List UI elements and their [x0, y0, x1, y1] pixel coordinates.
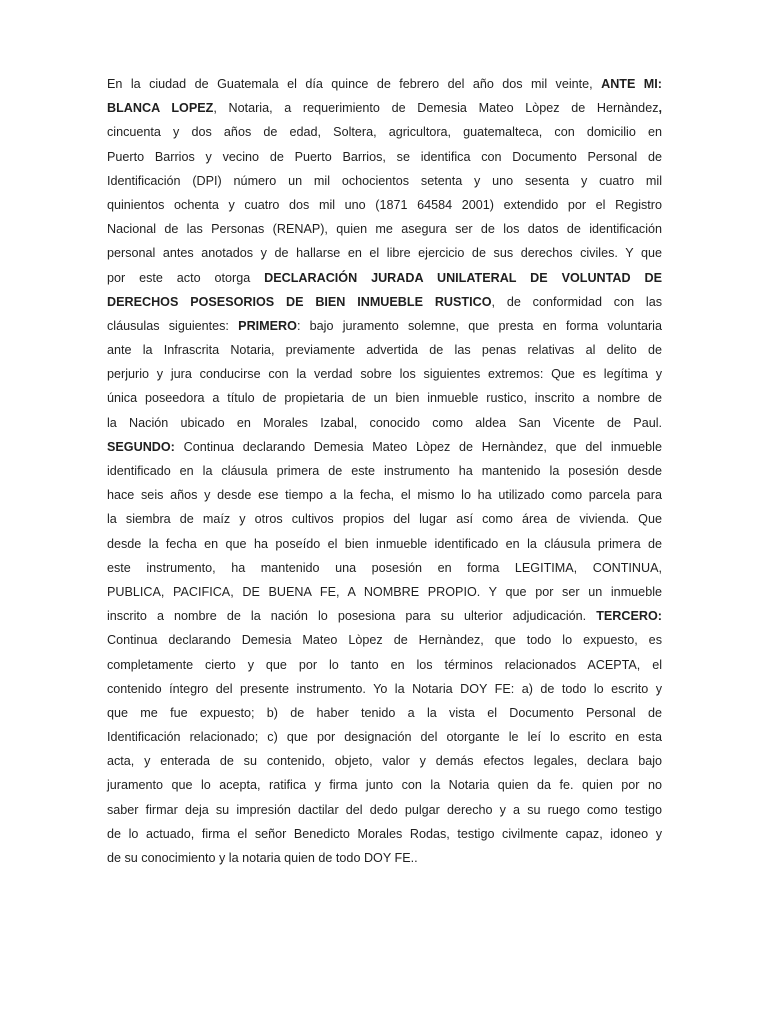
document-line: [107, 701, 662, 725]
document-line: [107, 338, 662, 362]
body-text: , de conformidad con las: [491, 294, 663, 309]
bold-text: PRIMERO: [238, 318, 297, 333]
body-text: Continua declarando Demesia Mateo Lòpez de Hernàndez, que del inmueble: [174, 439, 662, 454]
document-line: [107, 386, 662, 410]
body-text: personal antes anotados y de hallarse en el libre ejercicio de sus derechos civiles. Y que: [107, 246, 662, 261]
body-text: inscrito a nombre de la nación lo posesiona para su ulterior adjudicación.: [107, 609, 597, 624]
body-text: hace seis años y desde ese tiempo a la fecha, el mismo lo ha utilizado como parcela para: [107, 488, 662, 503]
document-line: [107, 169, 662, 193]
document-line: [107, 628, 662, 652]
body-text: Puerto Barrios y vecino de Puerto Barrios, se identifica con Documento Personal de: [107, 149, 662, 164]
body-text: Continua declarando Demesia Mateo Lòpez de Hernàndez, que todo lo expuesto, es: [107, 633, 662, 648]
document-line: [107, 532, 662, 556]
document-line: [107, 725, 662, 749]
body-text: juramento que lo acepta, ratifica y firma junto con la Notaria quien da fe. quien por no: [107, 778, 662, 793]
body-text: cláusulas siguientes:: [107, 318, 239, 333]
document-line: [107, 120, 662, 144]
body-text: saber firmar deja su impresión dactilar del dedo pulgar derecho y a su ruego como testigo: [107, 802, 662, 817]
body-text: contenido íntegro del presente instrumento. Yo la Notaria DOY FE: a) de todo lo escrito y: [107, 681, 662, 696]
body-text: Identificación relacionado; c) que por designación del otorgante le leí lo escrito en esta: [107, 730, 662, 745]
document-line: [107, 846, 662, 870]
document-line: [107, 798, 662, 822]
body-text: , Notaria, a requerimiento de Demesia Mateo Lòpez de Hernàndez: [213, 101, 659, 116]
document-line: [107, 580, 662, 604]
document-line: [107, 96, 662, 120]
document-line: [107, 773, 662, 797]
body-text: la siembra de maíz y otros cultivos propios del lugar así como área de vivienda. Que: [107, 512, 662, 527]
body-text: de lo actuado, firma el señor Benedicto Morales Rodas, testigo civilmente capaz, idoneo y: [107, 826, 662, 841]
body-text: : bajo juramento solemne, que presta en forma voluntaria: [296, 318, 662, 333]
body-text: PUBLICA, PACIFICA, DE BUENA FE, A NOMBRE PROPIO. Y que por ser un inmueble: [107, 584, 662, 599]
body-text: por este acto otorga: [107, 270, 265, 285]
body-text: cincuenta y dos años de edad, Soltera, agricultora, guatemalteca, con domicilio en: [107, 125, 662, 140]
document-line: [107, 677, 662, 701]
document-line: [107, 822, 662, 846]
body-text: que me fue expuesto; b) de haber tenido a la vista el Documento Personal de: [107, 705, 662, 720]
body-text: este instrumento, ha mantenido una posesión en forma LEGITIMA, CONTINUA,: [107, 560, 662, 575]
body-text: Identificación (DPI) número un mil ochocientos setenta y uno sesenta y cuatro mil: [107, 173, 662, 188]
document-line: [107, 362, 662, 386]
body-text: perjurio y jura conducirse con la verdad sobre los siguientes extremos: Que es legítima y: [107, 367, 662, 382]
document-line: [107, 72, 662, 96]
document-body: [107, 72, 662, 870]
body-text: acta, y enterada de su contenido, objeto, valor y demás efectos legales, declara bajo: [107, 754, 662, 769]
body-text: quinientos ochenta y cuatro dos mil uno (1871 64584 2001) extendido por el Registro: [107, 197, 662, 212]
body-text: En la ciudad de Guatemala el día quince de febrero del año dos mil veinte,: [107, 77, 602, 91]
document-line: [107, 193, 662, 217]
document-line: [107, 145, 662, 169]
document-line: [107, 556, 662, 580]
body-text: de su conocimiento y la notaria quien de todo DOY FE..: [107, 851, 418, 865]
document-line: [107, 749, 662, 773]
bold-text: TERCERO:: [596, 609, 662, 624]
body-text: la Nación ubicado en Morales Izabal, conocido como aldea San Vicente de Paul.: [107, 415, 662, 430]
document-line: [107, 290, 662, 314]
document-line: [107, 266, 662, 290]
bold-text: DECLARACIÓN JURADA UNILATERAL DE VOLUNTAD DE: [264, 270, 662, 285]
bold-text: DERECHOS POSESORIOS DE BIEN INMUEBLE RUSTICO: [107, 294, 492, 309]
bold-text: SEGUNDO:: [107, 439, 175, 454]
body-text: identificado en la cláusula primera de este instrumento ha mantenido la posesión desde: [107, 464, 662, 478]
body-text: Nacional de las Personas (RENAP), quien me asegura ser de los datos de identificación: [107, 222, 662, 237]
document-line: [107, 459, 662, 483]
document-line: [107, 604, 662, 628]
document-line: [107, 241, 662, 265]
document-line: [107, 217, 662, 241]
body-text: única poseedora a título de propietaria de un bien inmueble rustico, inscrito a nombre de: [107, 391, 662, 406]
bold-text: ANTE MI:: [601, 77, 662, 91]
bold-text: ,: [658, 101, 662, 116]
document-line: [107, 653, 662, 677]
document-line: [107, 435, 662, 459]
document-line: [107, 507, 662, 531]
bold-text: BLANCA LOPEZ: [107, 101, 214, 116]
body-text: desde la fecha en que ha poseído el bien inmueble identificado en la cláusula primera de: [107, 536, 662, 551]
document-line: [107, 314, 662, 338]
document-line: [107, 411, 662, 435]
document-line: [107, 483, 662, 507]
body-text: ante la Infrascrita Notaria, previamente advertida de las penas relativas al delito de: [107, 343, 662, 358]
body-text: completamente cierto y que por lo tanto en los términos relacionados ACEPTA, el: [107, 657, 662, 672]
